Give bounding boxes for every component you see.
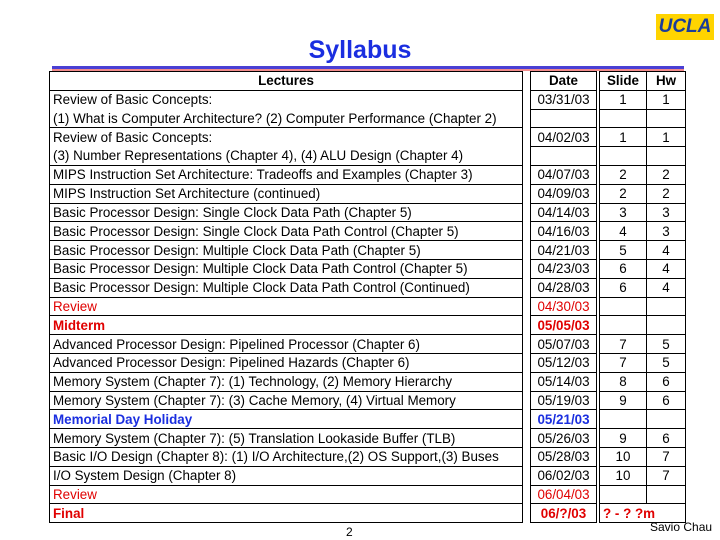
hw-cell: 6 [647, 429, 686, 448]
hw-cell: 6 [647, 391, 686, 410]
hw-cell: 3 [647, 222, 686, 241]
slide-cell [600, 109, 647, 128]
page-number: 2 [346, 525, 353, 539]
hw-cell: 2 [647, 165, 686, 184]
slide-cell: 7 [600, 335, 647, 354]
date-cell: 04/16/03 [531, 222, 597, 241]
slide-cell [600, 316, 647, 335]
slide-cell: ? - ? ?m [600, 504, 686, 523]
hw-cell [647, 410, 686, 429]
slide-cell: 10 [600, 466, 647, 485]
date-cell: 04/30/03 [531, 297, 597, 316]
table-row [50, 297, 686, 316]
lecture-cell: Basic Processor Design: Single Clock Data Path Control (Chapter 5) [50, 222, 523, 241]
lecture-cell: Basic I/O Design (Chapter 8): (1) I/O Architecture,(2) OS Support,(3) Buses [50, 447, 523, 466]
lecture-cell: Memory System (Chapter 7): (1) Technology, (2) Memory Hierarchy [50, 372, 523, 391]
table-row [50, 259, 686, 278]
table-row [50, 184, 686, 203]
table-row [50, 391, 686, 410]
slide-cell: 6 [600, 259, 647, 278]
hw-cell: 2 [647, 184, 686, 203]
table-row [50, 504, 686, 523]
table-row [50, 128, 686, 147]
slide-cell [600, 297, 647, 316]
lecture-cell: (1) What is Computer Architecture? (2) Computer Performance (Chapter 2) [50, 109, 523, 128]
date-cell: 04/07/03 [531, 165, 597, 184]
table-row [50, 147, 686, 166]
header-date: Date [531, 72, 597, 91]
date-cell: 05/19/03 [531, 391, 597, 410]
header-hw: Hw [647, 72, 686, 91]
slide-cell: 5 [600, 241, 647, 260]
slide-cell: 1 [600, 90, 647, 109]
lecture-cell: Midterm [50, 316, 523, 335]
date-cell: 04/14/03 [531, 203, 597, 222]
slide-cell: 9 [600, 391, 647, 410]
hw-cell [647, 316, 686, 335]
page-title: Syllabus [308, 36, 412, 64]
slide-cell [600, 485, 647, 504]
hw-cell: 3 [647, 203, 686, 222]
header-slide: Slide [600, 72, 647, 91]
ucla-logo: UCLA [656, 14, 714, 40]
slide-cell [600, 147, 647, 166]
table-row [50, 466, 686, 485]
slide-cell: 8 [600, 372, 647, 391]
hw-cell [647, 147, 686, 166]
slide-cell: 2 [600, 165, 647, 184]
lecture-cell: Memorial Day Holiday [50, 410, 523, 429]
hw-cell: 4 [647, 259, 686, 278]
hw-cell [647, 485, 686, 504]
table-row [50, 353, 686, 372]
date-cell: 05/14/03 [531, 372, 597, 391]
slide-cell: 1 [600, 128, 647, 147]
lecture-cell: Final [50, 504, 523, 523]
hw-cell: 5 [647, 335, 686, 354]
hw-cell: 7 [647, 466, 686, 485]
lecture-cell: Review [50, 485, 523, 504]
table-row [50, 203, 686, 222]
date-cell: 04/21/03 [531, 241, 597, 260]
date-cell: 05/07/03 [531, 335, 597, 354]
lecture-cell: (3) Number Representations (Chapter 4), (4) ALU Design (Chapter 4) [50, 147, 523, 166]
slide-cell: 10 [600, 447, 647, 466]
lecture-cell: I/O System Design (Chapter 8) [50, 466, 523, 485]
table-row [50, 410, 686, 429]
date-cell: 03/31/03 [531, 90, 597, 109]
hw-cell: 7 [647, 447, 686, 466]
author-name: Savio Chau [650, 520, 713, 534]
table-row [50, 485, 686, 504]
header-lectures: Lectures [50, 72, 523, 91]
lecture-cell: MIPS Instruction Set Architecture (continued) [50, 184, 523, 203]
table-row [50, 335, 686, 354]
lecture-cell: MIPS Instruction Set Architecture: Tradeoffs and Examples (Chapter 3) [50, 165, 523, 184]
slide-cell: 7 [600, 353, 647, 372]
lecture-cell: Basic Processor Design: Multiple Clock Data Path (Chapter 5) [50, 241, 523, 260]
date-cell: 05/05/03 [531, 316, 597, 335]
date-cell: 04/23/03 [531, 259, 597, 278]
date-cell [531, 147, 597, 166]
date-cell: 05/12/03 [531, 353, 597, 372]
lecture-cell: Basic Processor Design: Multiple Clock Data Path Control (Chapter 5) [50, 259, 523, 278]
slide-cell: 6 [600, 278, 647, 297]
hw-cell: 1 [647, 128, 686, 147]
date-cell: 05/28/03 [531, 447, 597, 466]
hw-cell [647, 109, 686, 128]
table-row [50, 429, 686, 448]
lecture-cell: Memory System (Chapter 7): (5) Translation Lookaside Buffer (TLB) [50, 429, 523, 448]
lecture-cell: Review of Basic Concepts: [50, 128, 523, 147]
table-row [50, 222, 686, 241]
hw-cell: 6 [647, 372, 686, 391]
date-cell: 06/02/03 [531, 466, 597, 485]
date-cell: 05/21/03 [531, 410, 597, 429]
syllabus-table [49, 71, 686, 523]
date-cell: 04/28/03 [531, 278, 597, 297]
lecture-cell: Memory System (Chapter 7): (3) Cache Memory, (4) Virtual Memory [50, 391, 523, 410]
table-row [50, 372, 686, 391]
lecture-cell: Basic Processor Design: Single Clock Data Path (Chapter 5) [50, 203, 523, 222]
table-row [50, 278, 686, 297]
table-row [50, 165, 686, 184]
slide-cell [600, 410, 647, 429]
hw-cell: 1 [647, 90, 686, 109]
table-row [50, 447, 686, 466]
hw-cell [647, 297, 686, 316]
hw-cell: 4 [647, 241, 686, 260]
slide-cell: 3 [600, 203, 647, 222]
table-row [50, 316, 686, 335]
table-row [50, 109, 686, 128]
date-cell: 05/26/03 [531, 429, 597, 448]
slide-cell: 9 [600, 429, 647, 448]
table-row [50, 241, 686, 260]
lecture-cell: Basic Processor Design: Multiple Clock Data Path Control (Continued) [50, 278, 523, 297]
slide-cell: 2 [600, 184, 647, 203]
lecture-cell: Review of Basic Concepts: [50, 90, 523, 109]
hw-cell: 4 [647, 278, 686, 297]
date-cell: 04/09/03 [531, 184, 597, 203]
slide-cell: 4 [600, 222, 647, 241]
date-cell [531, 109, 597, 128]
date-cell: 06/04/03 [531, 485, 597, 504]
lecture-cell: Advanced Processor Design: Pipelined Processor (Chapter 6) [50, 335, 523, 354]
lecture-cell: Review [50, 297, 523, 316]
date-cell: 04/02/03 [531, 128, 597, 147]
date-cell: 06/?/03 [531, 504, 597, 523]
table-row [50, 90, 686, 109]
hw-cell: 5 [647, 353, 686, 372]
lecture-cell: Advanced Processor Design: Pipelined Hazards (Chapter 6) [50, 353, 523, 372]
